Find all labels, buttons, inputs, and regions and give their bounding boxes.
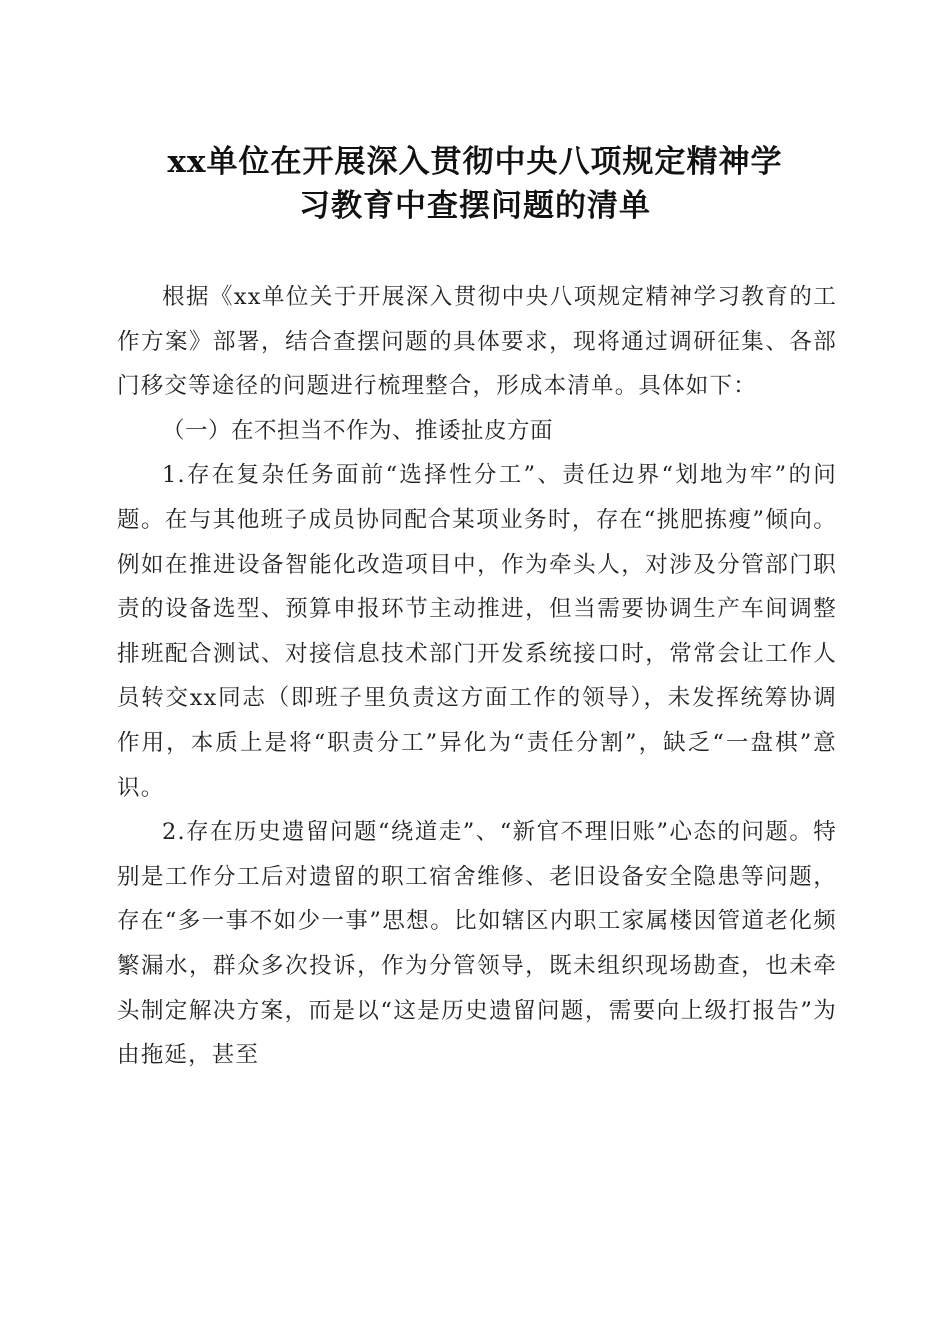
- issue-paragraph-2: 2.存在历史遗留问题“绕道走”、“新官不理旧账”心态的问题。特别是工作分工后对遗留的职工宿舍维修、老旧设备安全隐患等问题，存在“多一事不如少一事”思想。比如辖区内职工家属楼因管道老化频繁漏水，群众多次投诉，作为分管领导，既未组织现场勘查，也未牵头制定解决方案，而是以“这是历史遗留问题，需要向上级打报告”为由拖延，甚至: [117, 819, 837, 1069]
- document-title-line-2: 习教育中查摆问题的清单: [299, 188, 651, 224]
- document-title-line-1: xx单位在开展深入贯彻中央八项规定精神学: [167, 144, 783, 180]
- intro-paragraph: 根据《xx单位关于开展深入贯彻中央八项规定精神学习教育的工作方案》部署，结合查摆问题的具体要求，现将通过调研征集、各部门移交等途径的问题进行梳理整合，形成本清单。具体如下：: [117, 284, 837, 400]
- section-heading: （一）在不担当不作为、推诿扯皮方面: [162, 417, 554, 444]
- issue-paragraph-1: 1.存在复杂任务面前“选择性分工”、责任边界“划地为牢”的问题。在与其他班子成员协同配合某项业务时，存在“挑肥拣瘦”倾向。例如在推进设备智能化改造项目中，作为牵头人，对涉及分管部门职责的设备选型、预算申报环节主动推进，但当需要协调生产车间调整排班配合测试、对接信息技术部门开发系统接口时，常常会让工作人员转交xx同志（即班子里负责这方面工作的领导），未发挥统筹协调作用，本质上是将“职责分工”异化为“责任分割”，缺乏“一盘棋”意识。: [117, 462, 837, 801]
- document-body: [117, 275, 837, 1078]
